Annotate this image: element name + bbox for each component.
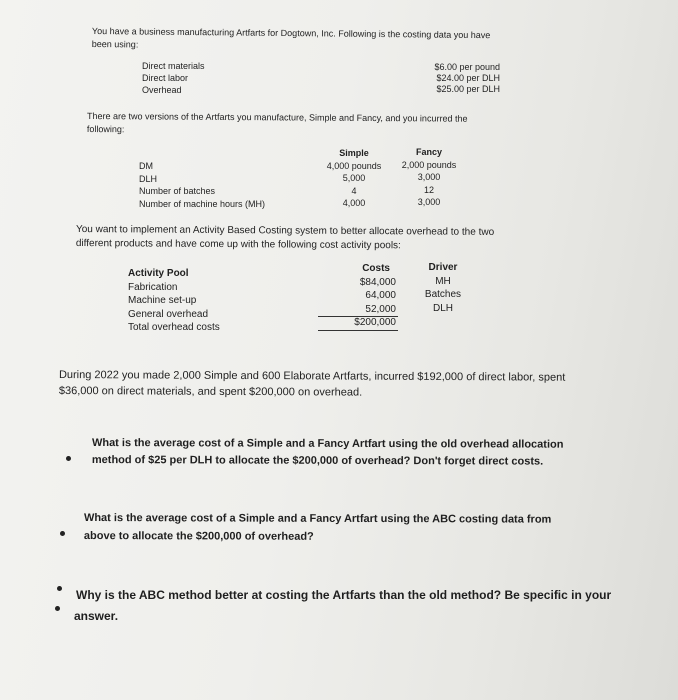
- costing-label: Overhead: [142, 85, 182, 95]
- costs-total-line: [318, 330, 398, 331]
- question-3: [74, 585, 611, 627]
- costing-value: $6.00 per pound: [434, 62, 500, 72]
- fancy-value: 3,000: [417, 197, 441, 207]
- cost-item: 64,000: [365, 290, 396, 301]
- abc-line-2: different products and have come up with the following cost activity pools:: [75, 237, 401, 252]
- simple-value: 4: [351, 185, 357, 196]
- simple-header: Simple: [339, 148, 369, 158]
- costing-label: Direct materials: [142, 61, 205, 71]
- fancy-value: 12: [423, 184, 434, 195]
- abc-paragraph: [76, 224, 494, 252]
- versions-row-labels: [139, 160, 265, 210]
- summary-line-2: $36,000 on direct materials, and spent $200,000 on overhead.: [58, 384, 363, 399]
- question-1-line-2: method of $25 per DLH to allocate the $200,000 of overhead? Don't forget direct costs.: [91, 453, 544, 468]
- fancy-value: 3,000: [417, 172, 441, 182]
- simple-column: [318, 147, 390, 210]
- costing-values: [390, 62, 500, 95]
- intro-line-2: been using:: [91, 38, 139, 50]
- costing-value: $24.00 per DLH: [436, 73, 500, 83]
- versions-row-label: DM: [139, 161, 153, 171]
- pool-item: General overhead: [128, 308, 209, 320]
- pool-item: Fabrication: [128, 281, 178, 293]
- abc-line-1: You want to implement an Activity Based Costing system to better allocate overhead to the two: [75, 224, 495, 238]
- question-2-line-1: What is the average cost of a Simple and a Fancy Artfart using the ABC costing data from: [83, 511, 552, 526]
- intro-paragraph: [92, 26, 491, 53]
- versions-row-label: Number of machine hours (MH): [139, 198, 266, 209]
- costing-label: Direct labor: [142, 73, 189, 83]
- versions-line-1: There are two versions of the Artfarts you manufacture, Simple and Fancy, and you incurred the: [86, 111, 468, 124]
- driver-header: Driver: [428, 262, 458, 273]
- summary-paragraph: [59, 367, 565, 402]
- driver-item: Batches: [424, 289, 462, 300]
- pool-item: Total overhead costs: [128, 322, 220, 333]
- versions-row-label: DLH: [139, 173, 158, 184]
- bullet-icon: [55, 606, 60, 611]
- question-1: [92, 435, 564, 471]
- pool-item: Machine set-up: [128, 295, 197, 306]
- bullet-icon: [66, 456, 71, 461]
- driver-item: DLH: [432, 302, 453, 314]
- driver-item: MH: [435, 275, 451, 287]
- simple-value: 4,000 pounds: [326, 160, 382, 171]
- fancy-column: [393, 146, 465, 209]
- abc-driver-column: [418, 261, 468, 315]
- intro-line-1: You have a business manufacturing Artfarts for Dogtown, Inc. Following is the costing data you have: [91, 26, 491, 41]
- summary-line-1: During 2022 you made 2,000 Simple and 600 Elaborate Artfarts, incurred $192,000 of direct labor, spent: [58, 368, 566, 384]
- simple-value: 4,000: [342, 198, 366, 208]
- cost-item: $84,000: [359, 276, 396, 288]
- costs-header: Costs: [362, 263, 390, 274]
- costs-subtotal-line: [318, 316, 398, 317]
- versions-line-2: following:: [86, 123, 125, 135]
- question-3-line-1: Why is the ABC method better at costing the Artfarts than the old method? Be specific in your: [76, 588, 612, 602]
- question-2: [84, 509, 552, 547]
- versions-row-label: Number of batches: [139, 186, 216, 196]
- question-2-line-2: above to allocate the $200,000 of overhead?: [83, 529, 314, 543]
- pool-header: Activity Pool: [128, 268, 189, 279]
- abc-pool-column: [128, 267, 220, 335]
- costing-value: $25.00 per DLH: [436, 84, 500, 94]
- question-1-line-1: What is the average cost of a Simple and a Fancy Artfart using the old overhead allocation: [91, 437, 564, 451]
- abc-costs-column: [320, 262, 396, 330]
- versions-paragraph: [87, 111, 468, 137]
- bullet-icon: [60, 531, 65, 536]
- cost-item: 52,000: [365, 303, 396, 315]
- costing-labels: [142, 60, 205, 96]
- cost-item: $200,000: [354, 317, 396, 328]
- bullet-icon: [57, 586, 62, 591]
- simple-value: 5,000: [342, 173, 366, 183]
- fancy-value: 2,000 pounds: [401, 159, 457, 170]
- question-3-line-2: answer.: [74, 609, 119, 623]
- fancy-header: Fancy: [415, 147, 442, 157]
